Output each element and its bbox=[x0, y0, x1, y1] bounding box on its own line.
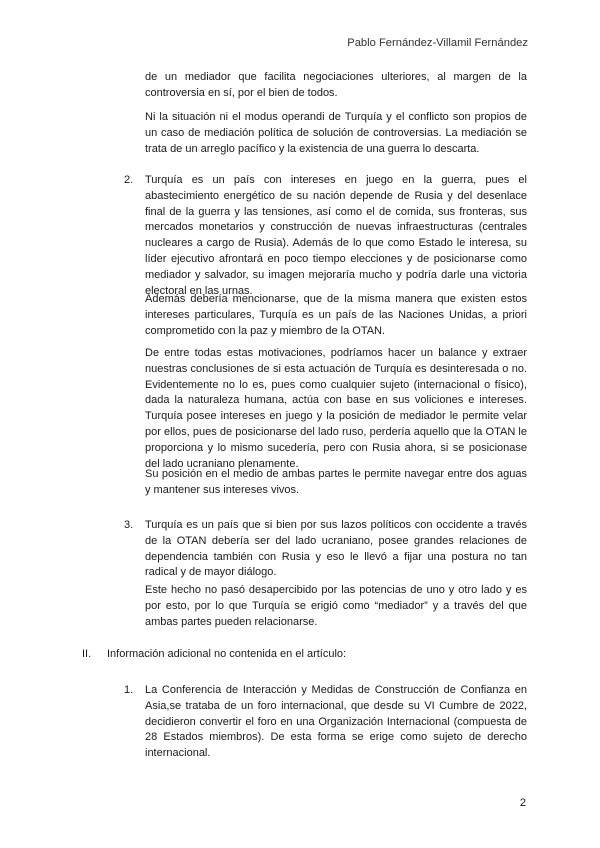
paragraph-mediation: Ni la situación ni el modus operandi de Turquía y el conflicto son propios de un caso de mediación política de solución de controversias. La mediación se trata de un arreglo pacífico y la existencia de una guerra lo descarta. bbox=[145, 111, 527, 155]
list-number-2: 2. bbox=[124, 174, 134, 186]
paragraph-ademas: Además debería mencionarse, que de la misma manera que existen estos intereses particulares, Turquía es un país de las Naciones Unidas, a priori comprometido con la paz y miembro de la OTAN. bbox=[145, 293, 527, 337]
list-number-3: 3. bbox=[124, 519, 134, 531]
page-number: 2 bbox=[519, 797, 526, 809]
page-header-author: Pablo Fernández-Villamil Fernández bbox=[347, 37, 528, 49]
list-item-3-text: Turquía es un país que si bien por sus lazos políticos con occidente a través de la OTAN debería ser del lado ucraniano, posee grandes relaciones de dependencia también con Rusia y eso le llevó a fijar una postura no tan radical y de mayor diálogo. bbox=[145, 519, 527, 579]
paragraph-continuation: de un mediador que facilita negociaciones ulteriores, al margen de la controversia en sí, por el bien de todos. bbox=[145, 71, 527, 99]
section-number: II. bbox=[82, 648, 92, 660]
paragraph-hecho: Este hecho no pasó desapercibido por las potencias de uno y otro lado y es por esto, por lo que Turquía se erigió como “mediador” y a través del que ambas partes pueden relacionarse. bbox=[145, 584, 527, 628]
list-item-2-text: Turquía es un país con intereses en juego en la guerra, pues el abastecimiento energético de su nación depende de Rusia y del desenlace final de la guerra y las tensiones, así como el de comida, sus fronteras, sus mercados monetarios y construcción de nuevas infraestructuras (centrales nucleares a cargo de Rusia). Además de lo que como Estado le interesa, su líder ejecutivo afrontará en poco tiempo elecciones y de posicionarse como mediador y salvador, su imagen mejoraría mucho y podría darle una victoria electoral en las urnas. bbox=[145, 174, 527, 297]
list-number-1: 1. bbox=[124, 684, 134, 696]
list-item-1-text: La Conferencia de Interacción y Medidas de Construcción de Confianza en Asia,se trataba de un foro internacional, que desde su VI Cumbre de 2022, decidieron convertir el foro en una Organización Internacional (compuesta de 28 Estados miembros). De esta forma se erige como sujeto de derecho internacional. bbox=[145, 684, 527, 760]
paragraph-motivaciones: De entre todas estas motivaciones, podríamos hacer un balance y extraer nuestras conclusiones de si esta actuación de Turquía es desinteresada o no. Evidentemente no lo es, pues como cualquier sujeto (internacional o físico), dada la naturaleza humana, actúa con base en sus voliciones e intereses. Turquía posee intereses en juego y la posición de mediador le permite velar por ellos, pues de posicionarse del lado ruso, perdería aquello que la OTAN le proporciona y lo mismo sucedería, pero con Rusia ahora, si se posicionase del lado ucraniano plenamente. bbox=[145, 347, 527, 470]
paragraph-posicion: Su posición en el medio de ambas partes le permite navegar entre dos aguas y mantener sus intereses vivos. bbox=[145, 468, 527, 496]
section-title: Información adicional no contenida en el artículo: bbox=[107, 648, 347, 660]
